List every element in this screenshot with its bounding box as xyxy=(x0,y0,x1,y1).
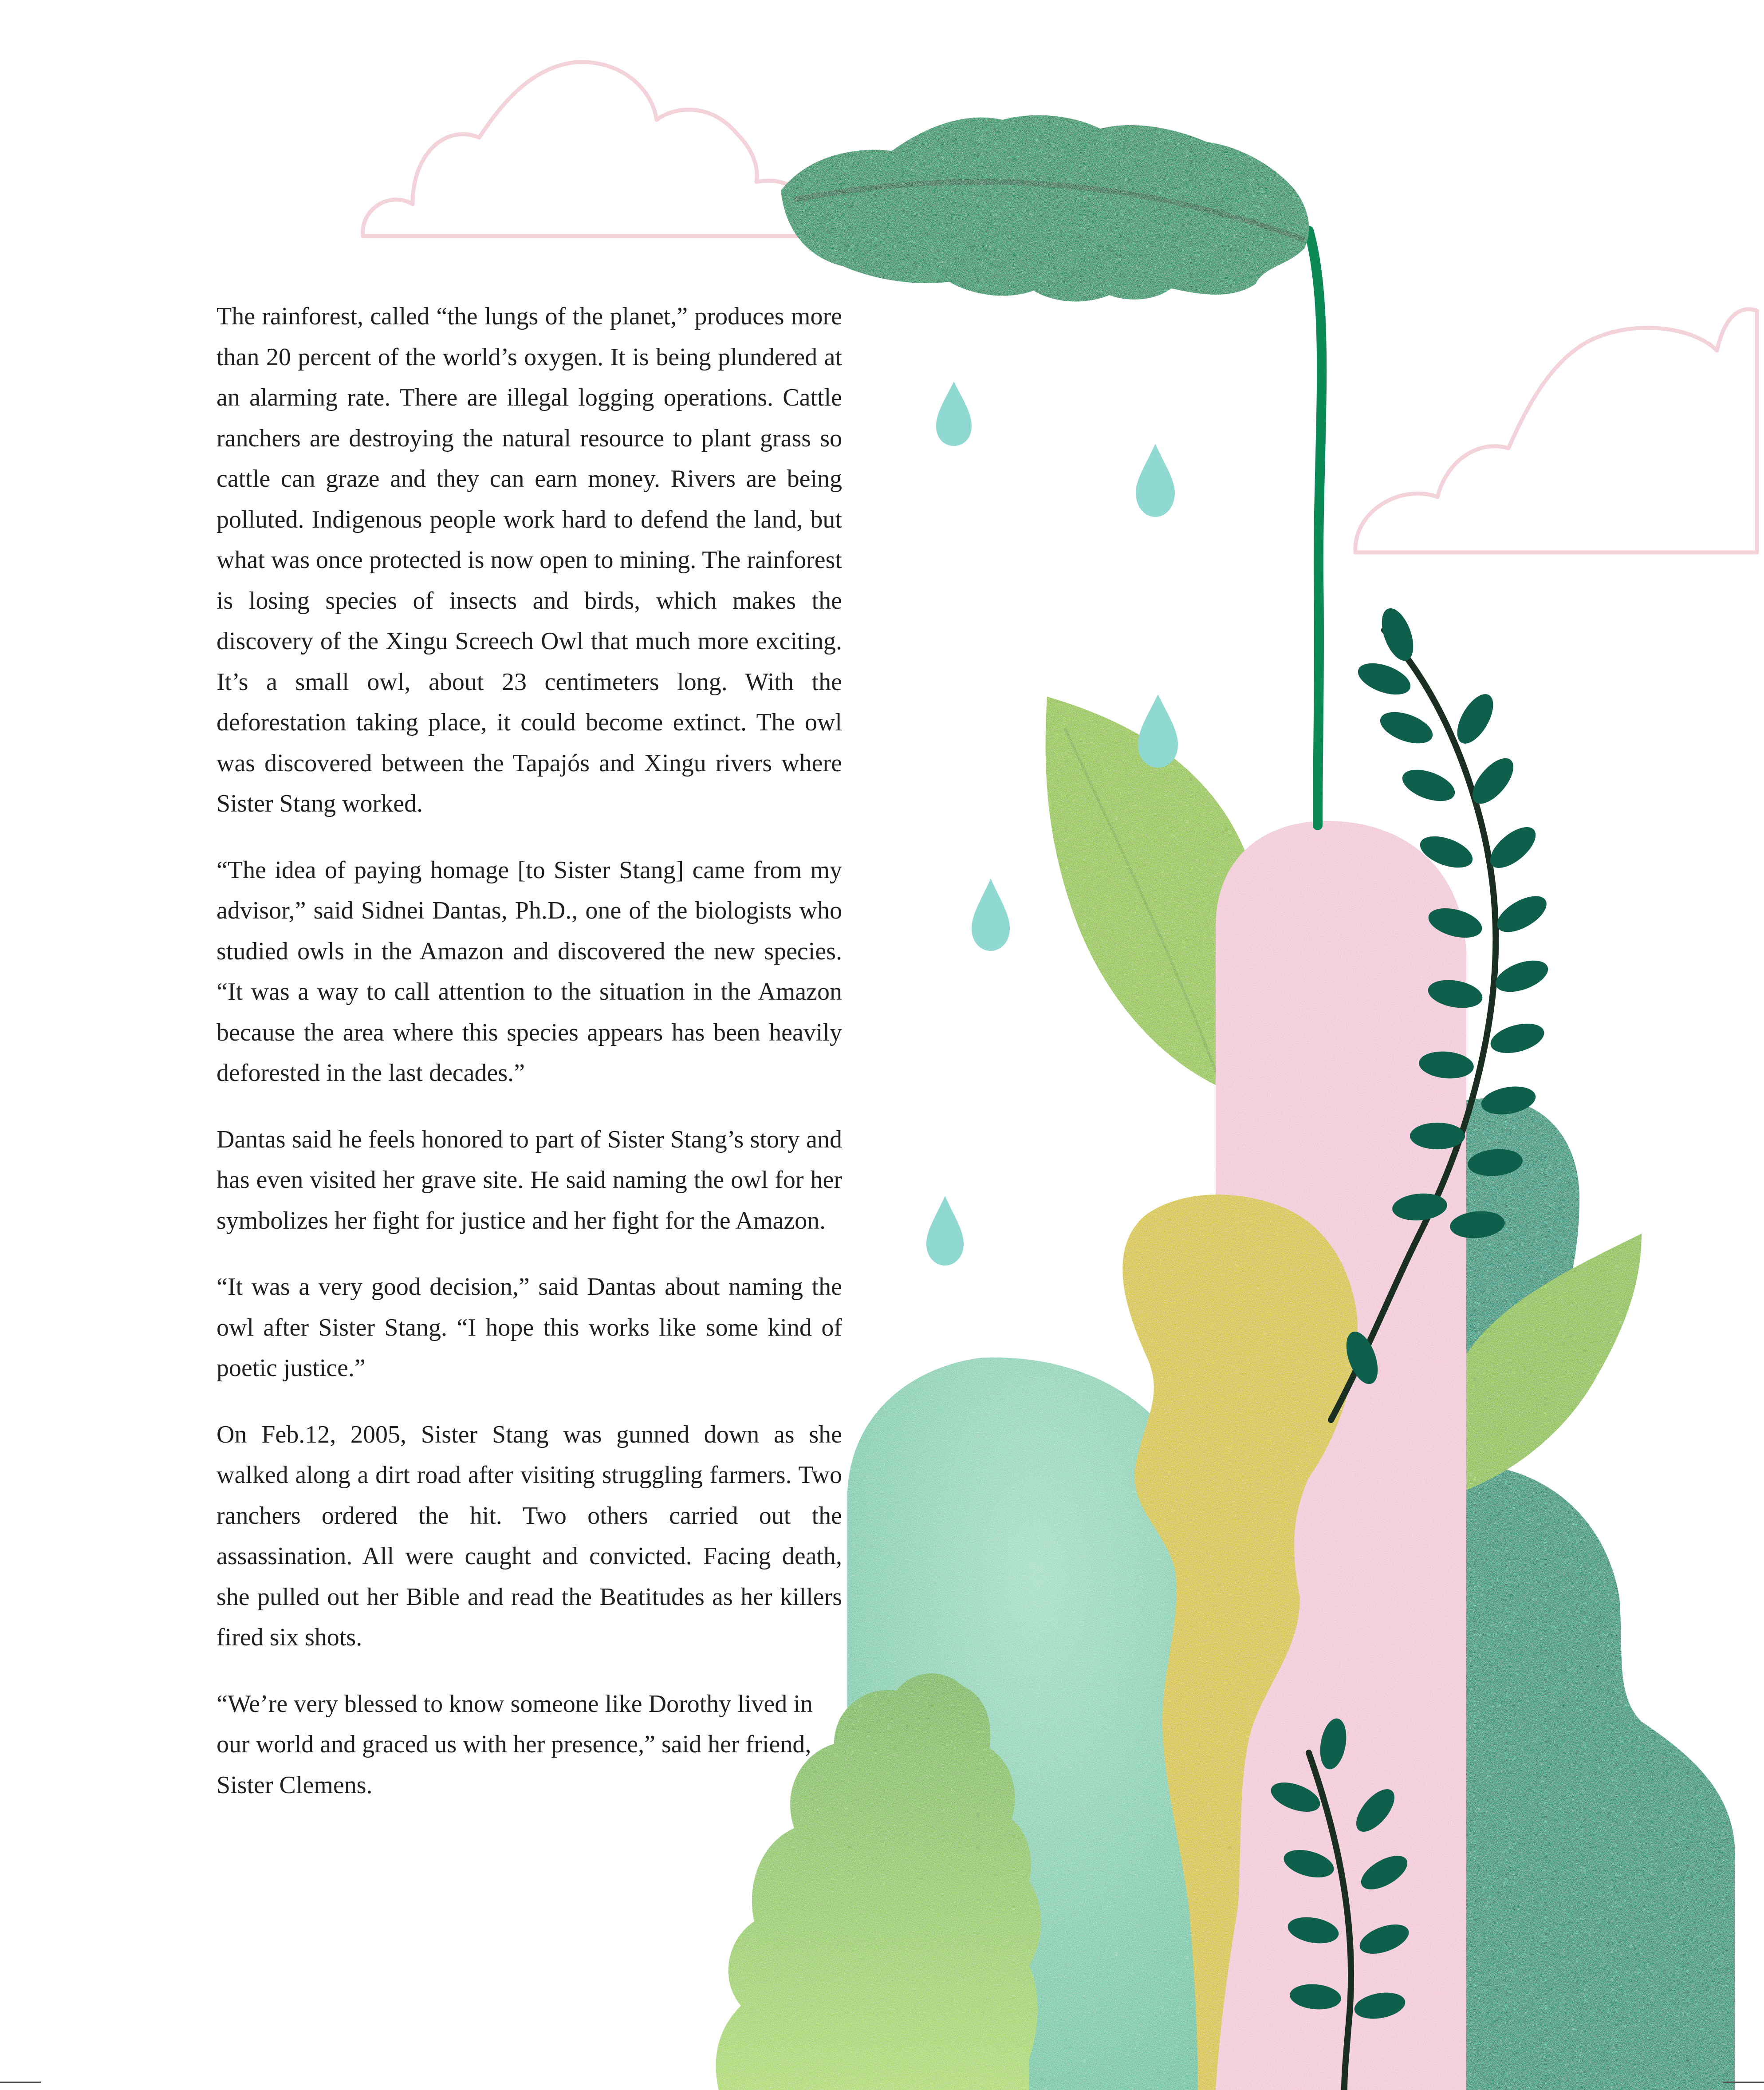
paragraph-dantas-quote: “The idea of paying homage [to Sister Stang] came from my advisor,” said Sidnei Dantas, Ph.D., one of the biologists who studied owls in the Amazon and discovered the new species. “It was a way to call attention to the situation in the Amazon because the area where this species appears has been heavily deforested in the last decades.” xyxy=(217,856,842,1087)
paragraph-owl-discovery: The rainforest, called “the lungs of the planet,” produces more than 20 percent of the world’s oxygen. It is being plundered at an alarming rate. There are illegal logging operations. Cattle ranchers are destroying the natural resource to plant grass so cattle can graze and they can earn money. Rivers are being polluted. Indigenous people work hard to defend the land, but what was once protected is now open to mining. The rainforest is losing species of insects and birds, which makes the discovery of the Xingu Screech Owl that much more exciting. It’s a small owl, about 23 centimeters long. With the deforestation taking place, it could become extinct. The owl was discovered between the Tapajós and Xingu rivers where Sister Stang worked. xyxy=(217,303,842,817)
cloud-left-icon xyxy=(363,62,805,236)
crop-mark-right xyxy=(1723,2082,1764,2083)
cloud-right-icon xyxy=(1355,309,1757,552)
teal-bush-icon xyxy=(1464,1098,1735,2090)
crop-mark-left xyxy=(0,2082,41,2083)
paragraph-dantas-honored: Dantas said he feels honored to part of Sister Stang’s story and has even visited her grave site. He said naming the owl for her symbolizes her fight for justice and her fight for the Amazon. xyxy=(217,1125,842,1234)
paragraph-clemens-quote: “We’re very blessed to know someone like Dorothy lived in our world and graced us with her presence,” said her friend, Sister Clemens. xyxy=(217,1690,813,1799)
article-body xyxy=(217,296,842,1831)
paragraph-poetic-justice: “It was a very good decision,” said Dantas about naming the owl after Sister Stang. “I hope this works like some kind of poetic justice.” xyxy=(217,1273,842,1382)
paragraph-assassination: On Feb.12, 2005, Sister Stang was gunned down as she walked along a dirt road after visiting struggling farmers. Two ranchers ordered the hit. Two others carried out the assassination. All were caught and convicted. Facing death, she pulled out her Bible and read the Beatitudes as her killers fired six shots. xyxy=(217,1420,842,1651)
